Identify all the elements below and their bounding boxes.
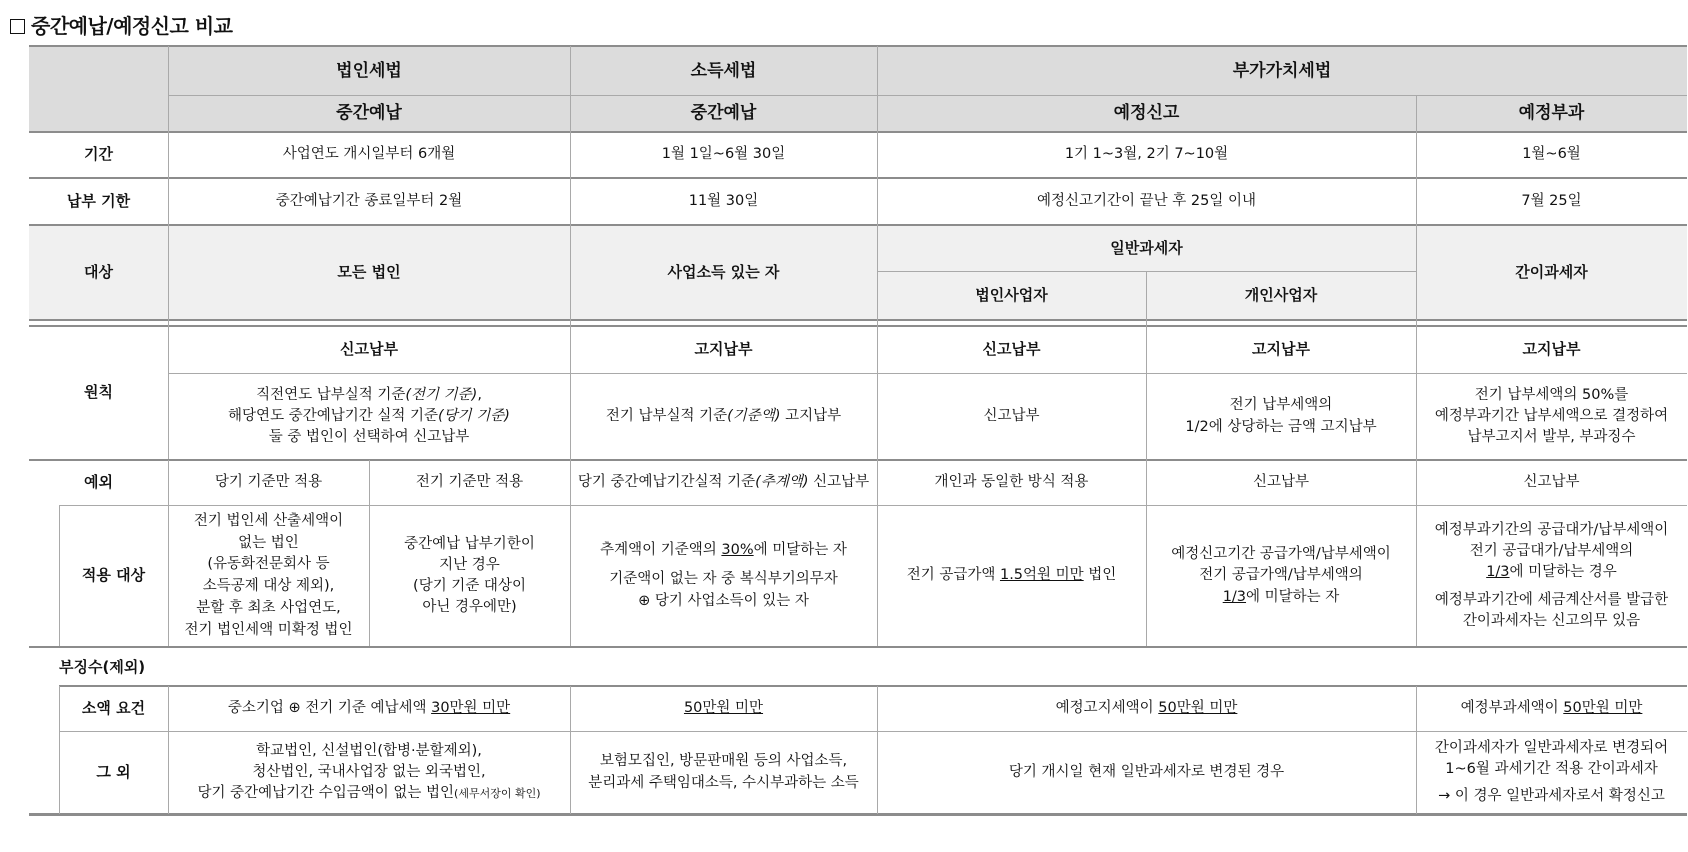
target-vat-simplified: 간이과세자 <box>1515 262 1588 281</box>
principle-vat-simple-method: 고지납부 <box>1522 340 1581 359</box>
row-label-target: 대상 <box>84 262 113 281</box>
text: 전기 납부실적 기준 <box>605 407 728 424</box>
principle-income-method: 고지납부 <box>694 340 753 359</box>
principle-corp-method: 신고납부 <box>340 340 398 359</box>
text-line: 전기 납부세액의 50%를 <box>1474 386 1629 403</box>
text: 고지납부 <box>780 407 842 424</box>
principle-vat-indiv-method: 고지납부 <box>1252 340 1310 359</box>
small-amount-corp <box>168 687 570 731</box>
period-income: 1월 1일~6월 30일 <box>661 146 786 163</box>
text-line: 보험모집인, 방문판매원 등의 사업소득, <box>599 753 848 770</box>
text-line <box>256 385 482 406</box>
text-line: 아닌 경우에만) <box>422 599 517 616</box>
text-italic: (당기 기준) <box>437 407 510 424</box>
header-corporate-tax: 법인세법 <box>336 60 402 81</box>
text-underlined: 1.5억원 미만 <box>999 567 1084 584</box>
text-underlined: 1/3 <box>1222 588 1247 605</box>
target-vat-individual: 개인사업자 <box>1244 285 1318 304</box>
checkbox-square-icon <box>10 19 25 34</box>
text-line: (유동화전문회사 등 <box>207 556 330 573</box>
text-line: (당기 기준 대상이 <box>413 578 526 594</box>
subheader-vat-prelim-return: 예정신고 <box>1113 103 1180 124</box>
target-vat-general: 일반과세자 <box>1110 238 1183 257</box>
text: 직전연도 납부실적 기준 <box>256 386 406 403</box>
text-line: 전기 공급대가/납부세액의 <box>1469 543 1634 560</box>
text-underlined: 30% <box>721 542 754 559</box>
text: 전기 공급가액 <box>906 567 1000 584</box>
target-vat-corporate: 법인사업자 <box>975 285 1048 304</box>
text-line: 전기 공급가액/납부세액의 <box>1199 567 1363 584</box>
text-line <box>228 406 510 427</box>
exception-vat-indiv: 신고납부 <box>1252 474 1310 491</box>
target-income: 사업소득 있는 자 <box>667 262 780 281</box>
principle-vat-corp-method: 신고납부 <box>982 340 1041 359</box>
exception-vat-simple: 신고납부 <box>1523 474 1580 491</box>
text-underlined: 30만원 미만 <box>431 700 511 717</box>
row-label-period: 기간 <box>84 145 113 164</box>
small-amount-vat-assessment <box>1416 687 1687 731</box>
text: 에 미달하는 자 <box>753 542 847 559</box>
principle-income-description <box>570 374 877 459</box>
applicable-vat-corp <box>877 506 1146 646</box>
text-line <box>1223 587 1340 608</box>
text-line: 납부고지서 발부, 부과징수 <box>1467 429 1636 445</box>
text-line: 기준액이 없는 자 중 복식부기의무자 <box>609 571 838 588</box>
subheader-vat-prelim-assessment: 예정부과 <box>1518 103 1585 124</box>
text-line: 전기 납부세액의 <box>1229 397 1333 414</box>
row-label-other: 그 외 <box>96 762 131 781</box>
applicable-corp-current <box>168 506 369 646</box>
text-line: 예정신고기간 공급가액/납부세액이 <box>1171 546 1391 563</box>
exception-income <box>570 461 877 505</box>
text-line <box>600 540 847 561</box>
principle-vat-simple-description <box>1416 374 1687 459</box>
text-underlined: 50만원 미만 <box>1563 700 1643 717</box>
subheader-income-interim: 중간예납 <box>690 103 757 124</box>
page-title: 중간예납/예정신고 비교 <box>10 10 232 39</box>
text: 에 미달하는 자 <box>1246 588 1340 605</box>
applicable-corp-prior <box>369 506 570 646</box>
section-label-exempt: 부징수(제외) <box>59 658 146 676</box>
text-line: 둘 중 법인이 선택하여 신고납부 <box>268 429 470 445</box>
text: , <box>477 386 482 403</box>
other-vat-prelim: 당기 개시일 현재 일반과세자로 변경된 경우 <box>1008 763 1285 780</box>
text-line: → 이 경우 일반과세자로서 확정신고 <box>1438 788 1665 804</box>
header-income-tax: 소득세법 <box>690 60 757 81</box>
header-vat: 부가가치세법 <box>1232 60 1332 81</box>
target-corp: 모든 법인 <box>337 262 401 281</box>
text-underlined: 50만원 미만 <box>683 700 764 717</box>
text: 당기 중간예납기간 수입금액이 없는 법인 <box>197 785 455 801</box>
small-amount-income <box>570 687 877 731</box>
text-line: 학교법인, 신설법인(합병·분할제외), <box>256 742 482 759</box>
row-label-small-amount: 소액 요건 <box>81 699 146 718</box>
small-amount-vat-prelim <box>877 687 1416 731</box>
exception-corp-prior: 전기 기준만 적용 <box>415 474 524 491</box>
table-bottom-border <box>29 813 1687 816</box>
text-line: 간이과세자는 신고의무 있음 <box>1462 612 1641 629</box>
text: 중소기업 ⊕ 전기 기준 예납세액 <box>227 700 432 717</box>
other-vat-assessment <box>1416 732 1687 813</box>
text-line: 소득공제 대상 제외), <box>202 578 335 594</box>
text-line: 1~6월 과세기간 적용 간이과세자 <box>1445 760 1658 777</box>
text-line <box>197 783 540 804</box>
text-line: 예정부과기간 납부세액으로 결정하여 <box>1434 407 1669 424</box>
text-line: 전기 법인세액 미확정 법인 <box>184 621 353 638</box>
applicable-vat-simple <box>1416 506 1687 646</box>
text: 예정고지세액이 <box>1055 700 1159 717</box>
text-line: 없는 법인 <box>238 534 299 551</box>
applicable-income <box>570 506 877 646</box>
text-italic: (기준액) <box>727 407 781 424</box>
text-small: (세무서장이 확인) <box>454 787 541 800</box>
period-vat-prelim: 1기 1~3월, 2기 7~10월 <box>1064 146 1229 163</box>
applicable-vat-indiv <box>1146 506 1416 646</box>
text-italic: (전기 기준) <box>405 386 478 403</box>
text-italic: (추계액) <box>755 474 809 491</box>
text-line: 1/2에 상당하는 금액 고지납부 <box>1185 418 1377 435</box>
period-vat-assessment: 1월~6월 <box>1522 146 1581 163</box>
deadline-vat-assessment: 7월 25일 <box>1521 192 1582 209</box>
text-line: 분할 후 최초 사업연도, <box>196 599 341 616</box>
text: 해당연도 중간예납기간 실적 기준 <box>228 407 438 424</box>
text-line: 중간예납 납부기한이 <box>404 535 535 552</box>
text-line: ⊕ 당기 사업소득이 있는 자 <box>638 592 809 609</box>
text: 에 미달하는 경우 <box>1509 564 1617 581</box>
text-line: 청산법인, 국내사업장 없는 외국법인, <box>252 763 486 780</box>
text: 예정부과세액이 <box>1460 700 1564 717</box>
text-line <box>1486 562 1617 583</box>
row-label-applicable: 적용 대상 <box>81 566 146 585</box>
text-line: 지난 경우 <box>439 556 500 573</box>
text-line: 예정부과기간의 공급대가/납부세액이 <box>1434 522 1669 539</box>
text: 신고납부 <box>808 474 870 491</box>
principle-vat-indiv-description <box>1146 374 1416 459</box>
row-label-deadline: 납부 기한 <box>66 191 131 210</box>
other-corp <box>168 732 570 813</box>
text-line: 예정부과기간에 세금계산서를 발급한 <box>1434 591 1669 608</box>
exception-vat-corp: 개인과 동일한 방식 적용 <box>934 474 1089 491</box>
other-income <box>570 732 877 813</box>
text-underlined: 1/3 <box>1486 564 1510 581</box>
text: 추계액이 기준액의 <box>600 542 722 559</box>
divider <box>29 319 1687 321</box>
deadline-vat-prelim: 예정신고기간이 끝난 후 25일 이내 <box>1037 192 1256 209</box>
text-line: 분리과세 주택임대소득, 수시부과하는 소득 <box>588 774 859 791</box>
row-label-exception: 예외 <box>84 473 113 492</box>
text-line: 전기 법인세 산출세액이 <box>193 512 344 529</box>
deadline-income: 11월 30일 <box>688 192 759 209</box>
period-corp: 사업연도 개시일부터 6개월 <box>282 146 456 163</box>
principle-vat-corp-description: 신고납부 <box>983 407 1040 424</box>
text: 당기 중간예납기간실적 기준 <box>577 474 756 491</box>
principle-corp-description <box>168 374 570 459</box>
subheader-corp-interim: 중간예납 <box>336 103 402 124</box>
text-line: 간이과세자가 일반과세자로 변경되어 <box>1434 739 1669 756</box>
exception-corp-current: 당기 기준만 적용 <box>214 474 323 491</box>
row-label-principle: 원칙 <box>84 383 113 402</box>
deadline-corp: 중간예납기간 종료일부터 2월 <box>275 192 463 209</box>
text-underlined: 50만원 미만 <box>1158 700 1238 717</box>
divider <box>29 646 1687 648</box>
text: 법인 <box>1083 567 1117 584</box>
